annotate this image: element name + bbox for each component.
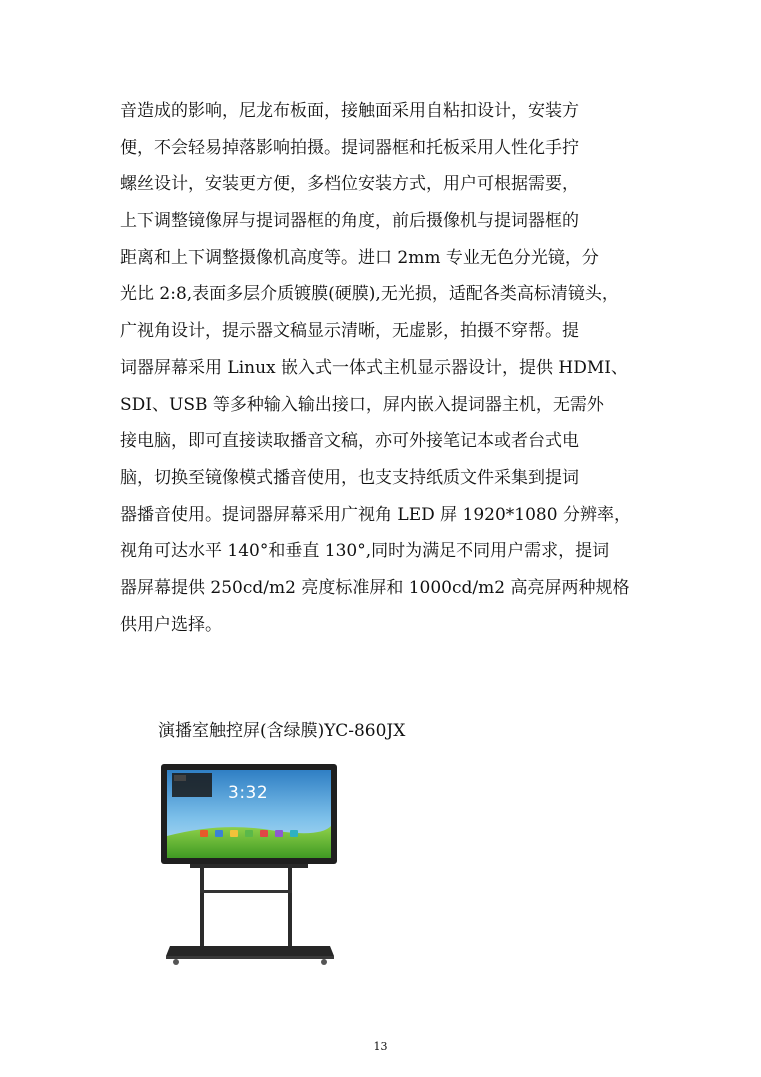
body-text [120, 93, 660, 643]
body-line: 词器屏幕采用 Linux 嵌入式一体式主机显示器设计，提供 HDMI、 [120, 357, 628, 378]
screen-clock: 3:32 [228, 783, 269, 803]
body-line: 便，不会轻易掉落影响拍摄。提词器框和托板采用人性化手拧 [120, 137, 579, 158]
body-line: 距离和上下调整摄像机高度等。进口 2mm 专业无色分光镜，分 [120, 247, 599, 268]
body-line: 供用户选择。 [120, 614, 222, 635]
body-line: 螺丝设计，安装更方便，多档位安装方式，用户可根据需要， [120, 174, 579, 195]
body-line: 上下调整镜像屏与提词器框的角度，前后摄像机与提词器框的 [120, 211, 579, 232]
stand-left-pole [200, 864, 204, 946]
body-line: 光比 2:8,表面多层介质镀膜(硬膜),无光损，适配各类高标清镜头， [120, 284, 619, 305]
body-line: 器播音使用。提词器屏幕采用广视角 LED 屏 1920*1080 分辨率， [120, 504, 631, 525]
body-line: 器屏幕提供 250cd/m2 亮度标准屏和 1000cd/m2 高亮屏两种规格 [120, 577, 630, 598]
body-line: SDI、USB 等多种输入输出接口，屏内嵌入提词器主机，无需外 [120, 394, 604, 415]
body-line: 脑，切换至镜像模式播音使用，也支支持纸质文件采集到提词 [120, 467, 579, 488]
stand-right-pole [288, 864, 292, 946]
page-number: 13 [373, 1040, 388, 1053]
body-line: 视角可达水平 140°和垂直 130°,同时为满足不同用户需求，提词 [120, 541, 610, 562]
product-caption: 演播室触控屏(含绿膜)YC-860JX [158, 721, 406, 741]
body-line: 接电脑，即可直接读取播音文稿，亦可外接笔记本或者台式电 [120, 431, 579, 452]
body-line: 广视角设计，提示器文稿显示清晰，无虚影，拍摄不穿帮。提 [120, 321, 579, 342]
body-line: 音造成的影响，尼龙布板面，接触面采用自粘扣设计，安装方 [120, 101, 579, 121]
stand-base [166, 946, 334, 956]
